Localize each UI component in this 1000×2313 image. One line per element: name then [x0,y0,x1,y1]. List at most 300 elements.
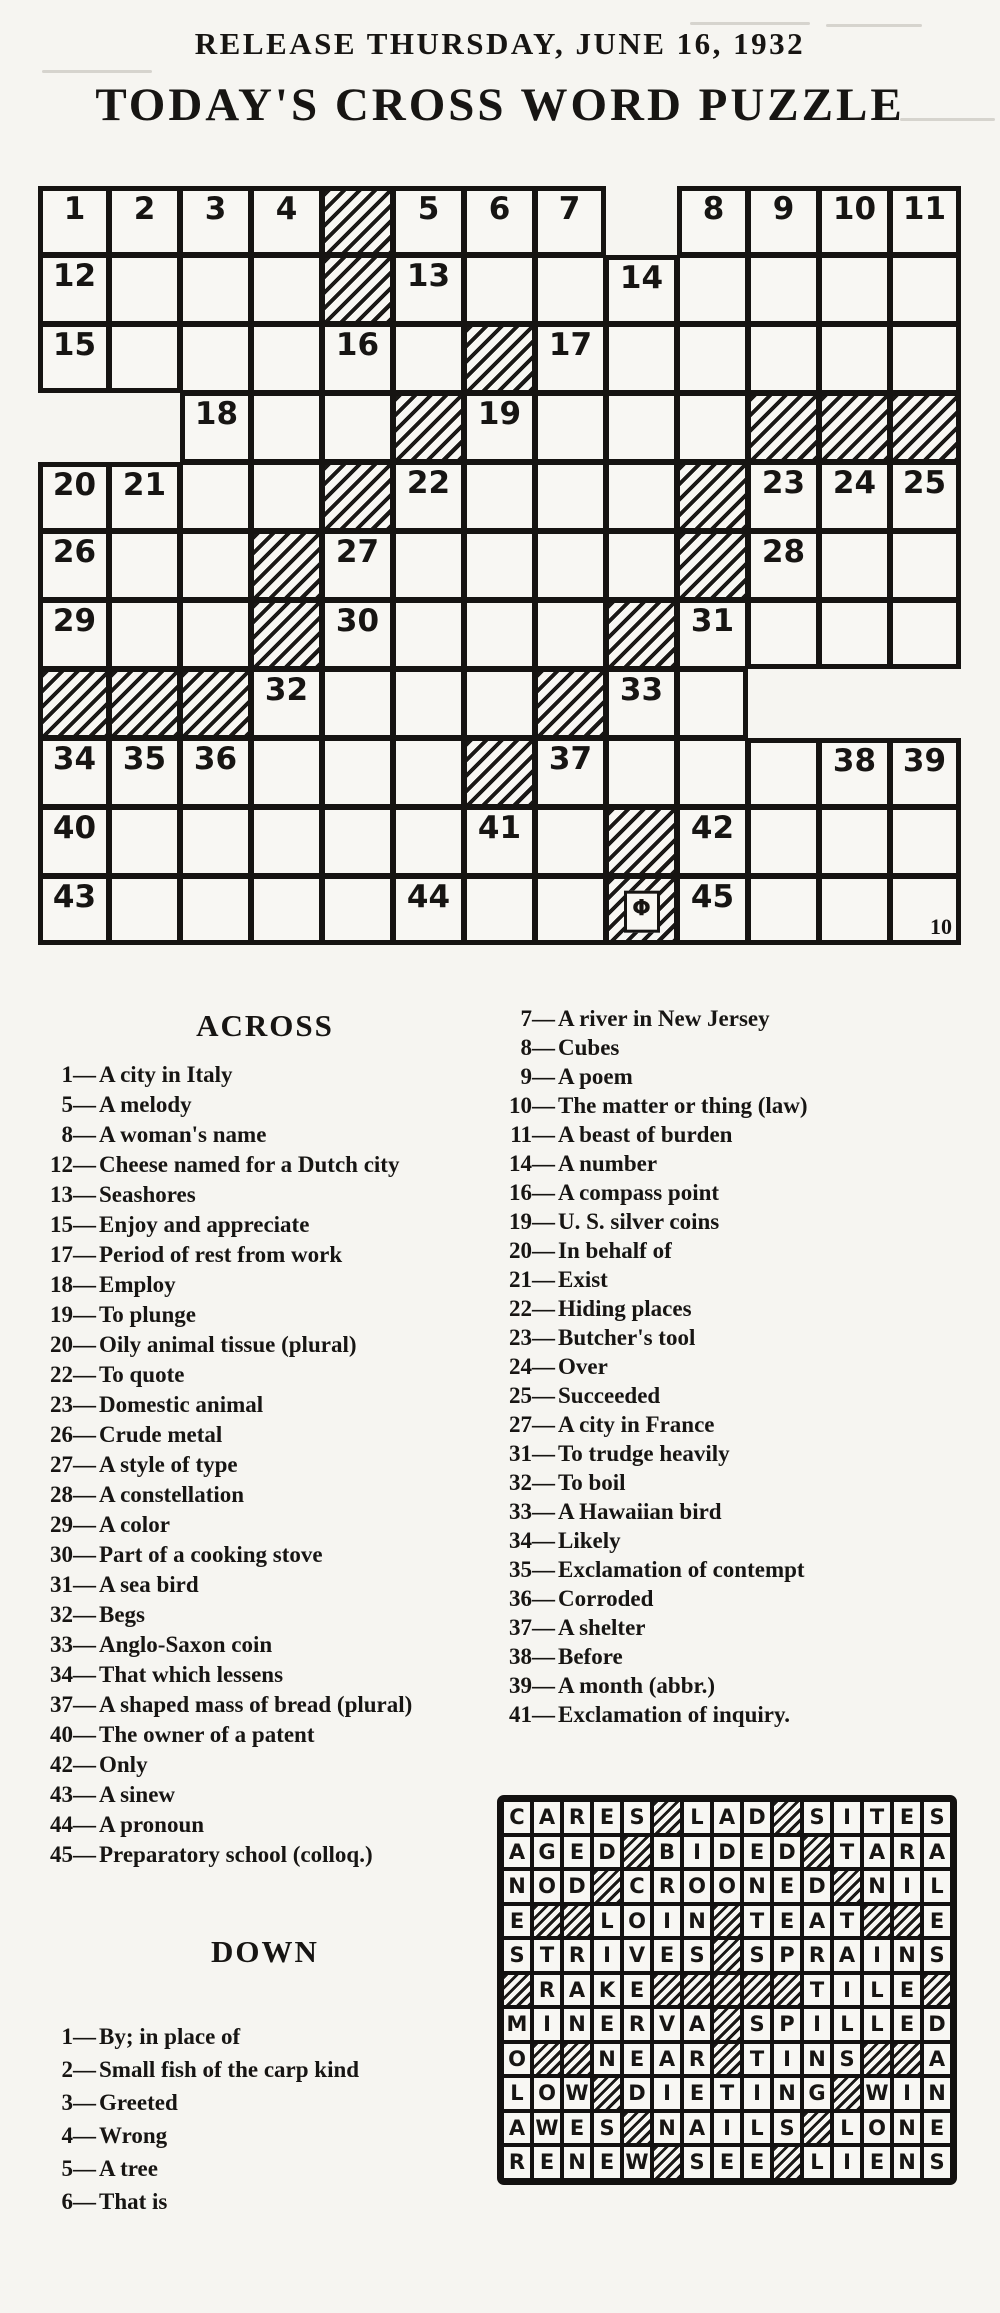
solution-letter-cell: I [832,2145,862,2180]
clue-text: Succeeded [558,1383,661,1408]
clue-number: 7— [520,1006,555,1031]
clue-item [495,1613,975,1642]
solution-letter-cell: L [862,1973,892,2008]
solution-letter-cell: R [622,2007,652,2042]
clue-number: 10— [509,1093,555,1118]
solution-letter-cell: N [592,2042,622,2077]
white-cell [677,600,748,669]
solution-black-cell [712,1904,742,1939]
solution-letter-cell: A [502,2111,532,2146]
solution-letter-cell: D [772,1835,802,1870]
cell-number: 13 [406,258,451,294]
black-cell [606,600,677,669]
white-cell [251,669,322,738]
white-cell [464,186,535,255]
black-cell [322,462,393,531]
clue-item [495,1555,975,1584]
solution-letter-cell: R [562,1938,592,1973]
solution-letter-cell: A [562,1973,592,2008]
black-cell [677,462,748,531]
solution-black-cell [802,1835,832,1870]
white-cell [677,393,748,462]
solution-black-cell [892,1904,922,1939]
solution-letter-cell: L [922,1869,952,1904]
solution-letter-cell: S [922,1800,952,1835]
solution-letter-cell: E [922,1904,952,1939]
white-cell [677,255,748,324]
white-cell [251,462,322,531]
solution-letter-cell: N [652,2111,682,2146]
clue-item [495,1294,975,1323]
clue-number: 1— [61,1062,96,1087]
solution-letter-cell: L [802,2145,832,2180]
clue-text: Wrong [99,2123,168,2148]
clue-text: A river in New Jersey [558,1006,770,1031]
solution-letter-cell: D [802,1869,832,1904]
clue-item [495,1584,975,1613]
clue-number: 32— [50,1602,96,1627]
cell-number: 25 [902,465,947,501]
solution-letter-cell: E [502,1904,532,1939]
clue-number: 2— [61,2057,96,2082]
clue-text: Oily animal tissue (plural) [99,1332,357,1357]
cell-number: 44 [406,879,451,915]
white-cell [251,324,322,393]
solution-black-cell [712,1973,742,2008]
down-heading: DOWN [211,1934,319,1969]
white-cell [322,531,393,600]
white-cell [464,531,535,600]
white-cell [748,324,819,393]
white-cell [322,738,393,807]
solution-letter-cell: D [592,1835,622,1870]
solution-letter-cell: E [892,1973,922,2008]
white-cell [535,876,606,945]
solution-letter-cell: V [652,2007,682,2042]
cell-number: 2 [133,191,156,227]
white-cell [748,876,819,945]
white-cell [535,600,606,669]
clue-item [40,1630,490,1660]
white-cell [393,324,464,393]
white-cell [393,807,464,876]
clue-number: 17— [50,1242,96,1267]
black-cell [251,600,322,669]
black-cell [38,669,109,738]
clue-text: Employ [99,1272,176,1297]
solution-letter-cell: S [742,1938,772,1973]
cell-number: 11 [902,191,947,227]
white-cell [535,186,606,255]
clue-item [40,1300,490,1330]
solution-black-cell [592,2076,622,2111]
solution-letter-cell: A [682,2111,712,2146]
solution-black-cell [652,2145,682,2180]
black-cell [393,393,464,462]
white-cell [322,669,393,738]
clue-number: 45— [50,1842,96,1867]
white-cell [38,738,109,807]
solution-letter-cell: S [772,2111,802,2146]
clue-text: Greeted [99,2090,178,2115]
clue-number: 26— [50,1422,96,1447]
clue-number: 32— [509,1470,555,1495]
clue-number: 1— [61,2024,96,2049]
white-cell [251,738,322,807]
solution-letter-cell: A [862,1835,892,1870]
clue-item [40,1330,490,1360]
clue-text: A number [558,1151,658,1176]
clue-text: To boil [558,1470,626,1495]
white-cell [38,876,109,945]
clue-text: Before [558,1644,623,1669]
white-cell [890,462,961,531]
white-cell [464,807,535,876]
clue-item [40,2119,490,2152]
white-cell [109,807,180,876]
white-cell [819,876,890,945]
white-cell [180,186,251,255]
clue-text: Corroded [558,1586,654,1611]
solution-letter-cell: O [532,1869,562,1904]
clue-item [495,1207,975,1236]
solution-letter-cell: D [712,1835,742,1870]
black-cell [251,531,322,600]
solution-letter-cell: I [742,2076,772,2111]
grid-gap [748,669,819,738]
clue-item [40,1660,490,1690]
cell-number: 20 [52,467,97,503]
solution-letter-cell: T [832,1904,862,1939]
solution-letter-cell: L [742,2111,772,2146]
white-cell [606,255,677,324]
solution-letter-cell: E [622,2042,652,2077]
clue-text: Exclamation of inquiry. [558,1702,790,1727]
clue-number: 5— [61,2156,96,2181]
solution-black-cell [562,2042,592,2077]
clue-number: 31— [50,1572,96,1597]
cell-number: 36 [193,741,238,777]
white-cell [535,393,606,462]
grid-gap [606,186,677,255]
cell-number: 28 [761,534,806,570]
clue-number: 28— [50,1482,96,1507]
clue-text: Exist [558,1267,608,1292]
white-cell [109,531,180,600]
solution-letter-cell: A [532,1800,562,1835]
left-clue-column [40,1008,490,2218]
solution-letter-cell: N [562,2007,592,2042]
white-cell [748,531,819,600]
cell-number: 24 [832,465,877,501]
clue-item [40,2086,490,2119]
white-cell [393,255,464,324]
clue-number: 43— [50,1782,96,1807]
white-cell [677,669,748,738]
solution-letter-cell: N [502,1869,532,1904]
clue-text: Period of rest from work [99,1242,343,1267]
solution-black-cell [562,1904,592,1939]
white-cell [606,738,677,807]
white-cell [535,462,606,531]
cell-number: 12 [52,258,97,294]
clue-text: Part of a cooking stove [99,1542,323,1567]
cell-number: 40 [52,810,97,846]
solution-letter-cell: N [772,2076,802,2111]
solution-letter-cell: T [862,1800,892,1835]
cell-number: 15 [52,327,97,363]
solution-letter-cell: E [892,2007,922,2042]
white-cell [464,393,535,462]
clue-item [495,1439,975,1468]
solution-letter-cell: W [532,2111,562,2146]
solution-letter-cell: A [802,1904,832,1939]
clue-text: A style of type [99,1452,238,1477]
solution-letter-cell: E [742,2145,772,2180]
clue-item [495,1004,975,1033]
solution-black-cell [532,1904,562,1939]
solution-letter-cell: A [922,2042,952,2077]
black-cell [464,738,535,807]
solution-black-cell [592,1869,622,1904]
clue-number: 34— [50,1662,96,1687]
black-cell [819,393,890,462]
clue-text: Preparatory school (colloq.) [99,1842,373,1867]
solution-letter-cell: E [742,1835,772,1870]
solution-letter-cell: I [652,1904,682,1939]
clue-item [40,1090,490,1120]
white-cell [109,876,180,945]
solution-letter-cell: S [922,1938,952,1973]
solution-letter-cell: I [712,2111,742,2146]
clue-number: 14— [509,1151,555,1176]
clue-text: A city in Italy [99,1062,233,1087]
clue-item [40,1450,490,1480]
clue-item [40,1150,490,1180]
clue-text: A city in France [558,1412,715,1437]
solution-letter-cell: I [862,1938,892,1973]
white-cell [464,462,535,531]
white-cell [393,186,464,255]
white-cell [109,462,180,531]
clue-text: Begs [99,1602,145,1627]
white-cell [322,807,393,876]
clue-item [495,1468,975,1497]
clue-item [495,1236,975,1265]
clue-text: To quote [99,1362,185,1387]
white-cell [322,393,393,462]
solution-letter-cell: L [862,2007,892,2042]
clue-item [495,1178,975,1207]
solution-letter-cell: D [922,2007,952,2042]
solution-letter-cell: O [682,1869,712,1904]
clue-text: Cheese named for a Dutch city [99,1152,400,1177]
clue-text: Enjoy and appreciate [99,1212,310,1237]
right-clue-column [495,1004,975,1729]
clue-item [495,1381,975,1410]
clue-text: Small fish of the carp kind [99,2057,360,2082]
across-clue-list [40,1060,490,1870]
cell-number: 27 [335,534,380,570]
solution-letter-cell: R [562,1800,592,1835]
solution-letter-cell: A [682,2007,712,2042]
solution-letter-cell: I [682,1835,712,1870]
white-cell [677,876,748,945]
cell-number: 6 [488,191,511,227]
solution-letter-cell: G [802,2076,832,2111]
white-cell [180,738,251,807]
clue-text: A poem [558,1064,633,1089]
grid-gap [819,669,890,738]
solution-letter-cell: I [592,1938,622,1973]
solution-letter-cell: I [772,2042,802,2077]
clue-text: That which lessens [99,1662,284,1687]
solution-letter-cell: I [652,2076,682,2111]
white-cell [393,462,464,531]
solution-black-cell [652,1973,682,2008]
solution-letter-cell: E [562,1835,592,1870]
clue-item [40,1180,490,1210]
clue-number: 25— [509,1383,555,1408]
solution-letter-cell: L [682,1800,712,1835]
white-cell [180,393,251,462]
clue-number: 18— [50,1272,96,1297]
clue-number: 11— [510,1122,555,1147]
clue-item [495,1700,975,1729]
clue-text: Butcher's tool [558,1325,696,1350]
clue-item [40,1270,490,1300]
white-cell [890,531,961,600]
white-cell [464,876,535,945]
solution-letter-cell: N [562,2145,592,2180]
clue-number: 8— [61,1122,96,1147]
scan-artifact [690,22,810,25]
clue-item [40,1120,490,1150]
white-cell [748,738,819,807]
cell-number: 22 [406,465,451,501]
clue-number: 8— [520,1035,555,1060]
clue-text: By; in place of [99,2024,241,2049]
clue-number: 3— [61,2090,96,2115]
white-cell [464,255,535,324]
clue-item [495,1062,975,1091]
clue-number: 30— [50,1542,96,1567]
clue-item [495,1497,975,1526]
clue-text: To trudge heavily [558,1441,730,1466]
clue-item [40,2185,490,2218]
clue-item [40,1600,490,1630]
solution-letter-cell: I [802,2007,832,2042]
grid-gap [890,669,961,738]
clue-number: 31— [509,1441,555,1466]
cell-number: 19 [477,396,522,432]
solution-black-cell [652,1800,682,1835]
solution-letter-cell: D [742,1800,772,1835]
solution-black-cell [772,2145,802,2180]
clue-text: A constellation [99,1482,245,1507]
solution-letter-cell: V [622,1938,652,1973]
solution-letter-cell: L [832,2007,862,2042]
solution-letter-cell: E [892,1800,922,1835]
solution-letter-cell: P [772,1938,802,1973]
solution-letter-cell: N [862,1869,892,1904]
clue-text: Only [99,1752,148,1777]
solution-letter-cell: A [832,1938,862,1973]
white-cell [606,531,677,600]
clue-item [495,1526,975,1555]
solution-black-cell [802,2111,832,2146]
clue-text: A Hawaiian bird [558,1499,722,1524]
page-title: TODAY'S CROSS WORD PUZZLE [95,79,905,131]
clue-item [40,1780,490,1810]
solution-letter-cell: R [652,1869,682,1904]
clue-text: The owner of a patent [99,1722,315,1747]
clue-item [40,1510,490,1540]
black-cell [890,393,961,462]
white-cell [606,462,677,531]
white-cell [890,255,961,324]
clue-number: 22— [50,1362,96,1387]
cell-number: 35 [122,741,167,777]
solution-letter-cell: O [712,1869,742,1904]
solution-letter-cell: I [532,2007,562,2042]
clue-item [40,2152,490,2185]
clue-number: 20— [50,1332,96,1357]
clue-text: Crude metal [99,1422,223,1447]
cell-number: 21 [122,467,167,503]
clue-item [40,1390,490,1420]
cell-number: 38 [832,743,877,779]
clue-number: 13— [50,1182,96,1207]
cell-number: 23 [761,465,806,501]
black-cell [322,255,393,324]
solution-letter-cell: A [712,1800,742,1835]
solution-letter-cell: L [502,2076,532,2111]
white-cell [748,255,819,324]
white-cell [38,462,109,531]
solution-letter-cell: T [742,1904,772,1939]
solution-letter-cell: E [772,1904,802,1939]
white-cell [393,600,464,669]
solution-black-cell [622,1835,652,1870]
white-cell [677,738,748,807]
cell-number: 9 [772,191,795,227]
clue-item [40,1750,490,1780]
clue-item [40,1720,490,1750]
cell-number: 17 [548,327,593,363]
white-cell [890,600,961,669]
solution-letter-cell: P [772,2007,802,2042]
solution-black-cell [862,1904,892,1939]
white-cell [180,807,251,876]
white-cell [464,600,535,669]
black-cell [606,807,677,876]
white-cell [180,876,251,945]
black-cell [464,324,535,393]
solution-letter-cell: S [832,2042,862,2077]
white-cell [890,876,961,945]
solution-black-cell [832,2076,862,2111]
clue-item [40,1570,490,1600]
white-cell [535,738,606,807]
solution-letter-cell: C [622,1869,652,1904]
across-heading: ACROSS [196,1008,334,1043]
down-clue-list-right [495,1004,975,1729]
white-cell [748,462,819,531]
white-cell [748,807,819,876]
solution-letter-cell: W [862,2076,892,2111]
white-cell [109,186,180,255]
